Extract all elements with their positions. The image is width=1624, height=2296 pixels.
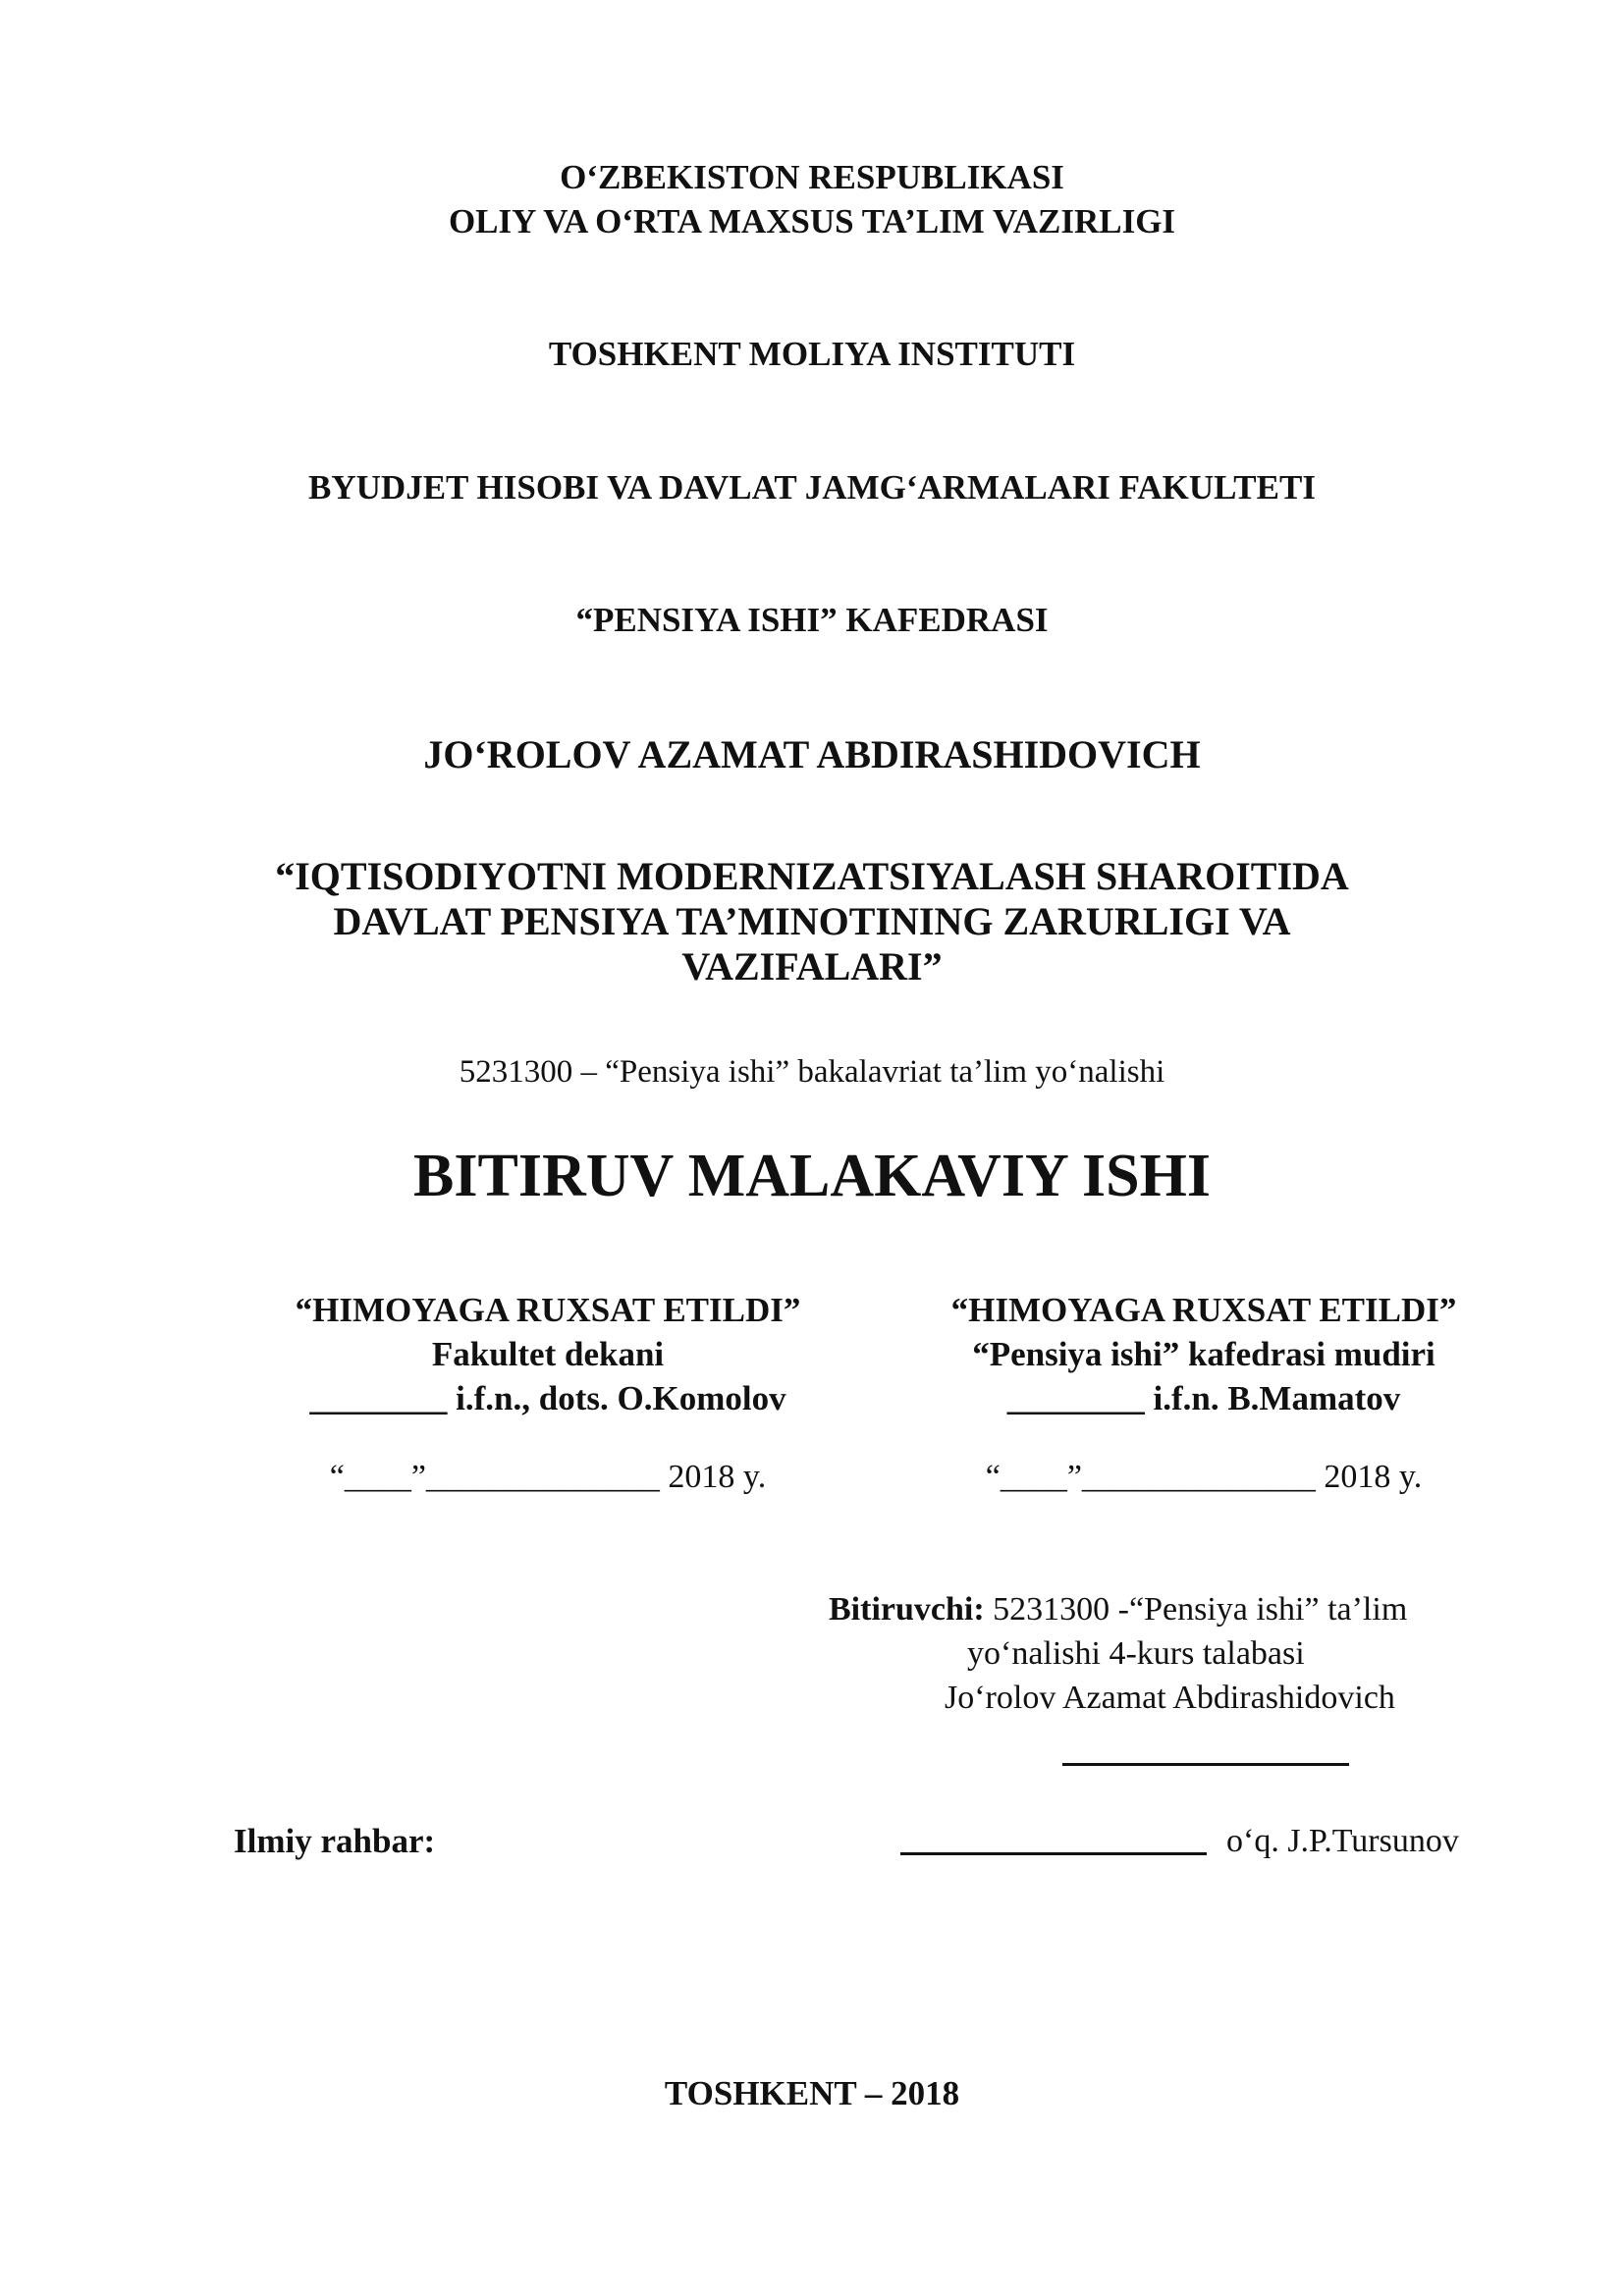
graduate-label: Bitiruvchi: xyxy=(829,1591,985,1628)
specialty-line: 5231300 – “Pensiya ishi” bakalavriat ta’lim yo‘nalishi xyxy=(459,1054,1165,1090)
approval-signature: ________ i.f.n. B.Mamatov xyxy=(1006,1379,1401,1417)
department-name: “PENSIYA ISHI” KAFEDRASI xyxy=(575,601,1049,639)
graduate-line-1 xyxy=(829,1587,1407,1631)
faculty-name: BYUDJET HISOBI VA DAVLAT JAMG‘ARMALARI FAKULTETI xyxy=(308,468,1316,507)
graduate-program: 5231300 -“Pensiya ishi” ta’lim xyxy=(984,1591,1408,1628)
dean-approval xyxy=(224,1288,872,1499)
supervisor-label: Ilmiy rahbar: xyxy=(234,1822,436,1860)
country-name: O‘ZBEKISTON RESPUBLIKASI xyxy=(560,158,1064,196)
thesis-title-line-1: “IQTISODIYOTNI MODERNIZATSIYALASH SHAROITIDA xyxy=(275,854,1349,898)
graduate-course: yo‘nalishi 4-kurs talabasi xyxy=(967,1635,1305,1672)
institute-name: TOSHKENT MOLIYA INSTITUTI xyxy=(548,335,1076,373)
head-of-department-approval xyxy=(880,1288,1528,1499)
approval-date: “____”______________ 2018 y. xyxy=(329,1459,767,1495)
thesis-title-line-2: DAVLAT PENSIYA TA’MINOTINING ZARURLIGI VA xyxy=(333,899,1291,943)
ministry-name: OLIY VA O‘RTA MAXSUS TA’LIM VAZIRLIGI xyxy=(448,202,1176,240)
approval-date: “____”______________ 2018 y. xyxy=(985,1459,1423,1495)
supervisor-signature-line xyxy=(900,1852,1207,1855)
approval-signature: ________ i.f.n., dots. O.Komolov xyxy=(309,1379,786,1417)
supervisor-name: o‘q. J.P.Tursunov xyxy=(1226,1823,1459,1859)
author-name: JO‘ROLOV AZAMAT ABDIRASHIDOVICH xyxy=(423,732,1201,776)
approval-heading: “HIMOYAGA RUXSAT ETILDI” xyxy=(950,1291,1457,1329)
city-year: TOSHKENT – 2018 xyxy=(664,2074,960,2112)
graduate-signature-line xyxy=(1062,1763,1349,1766)
graduate-name: Jo‘rolov Azamat Abdirashidovich xyxy=(945,1680,1395,1716)
approval-role: “Pensiya ishi” kafedrasi mudiri xyxy=(972,1335,1435,1373)
approval-role: Fakultet dekani xyxy=(431,1335,665,1373)
work-type-heading: BITIRUV MALAKAVIY ISHI xyxy=(413,1143,1211,1209)
thesis-title-line-3: VAZIFALARI” xyxy=(681,944,943,988)
approval-heading: “HIMOYAGA RUXSAT ETILDI” xyxy=(295,1291,801,1329)
